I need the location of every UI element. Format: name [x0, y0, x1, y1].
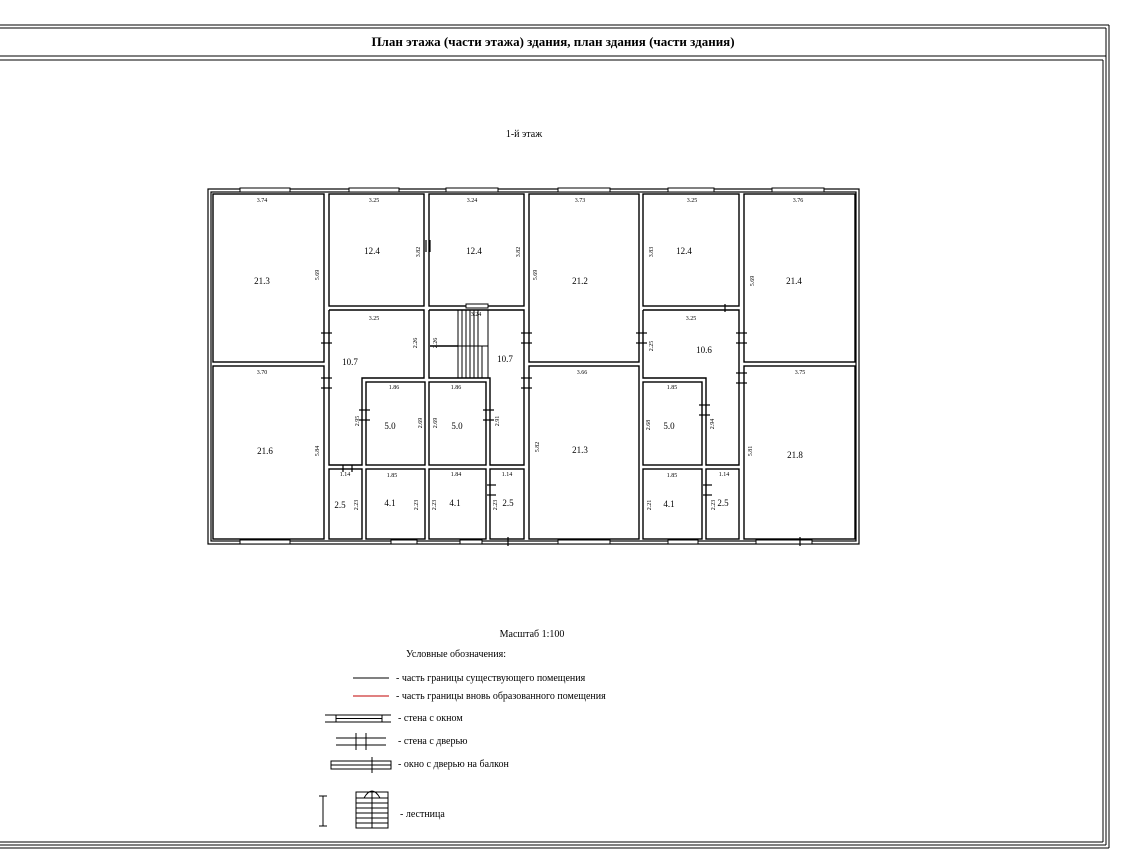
dim-label: 3.74 [256, 198, 268, 204]
area-label: 21.8 [787, 450, 803, 460]
dim-label: 3.83 [649, 246, 655, 258]
dim-label: 1.86 [388, 385, 400, 391]
area-label: 12.4 [364, 246, 380, 256]
dim-label: 2.68 [646, 419, 652, 431]
dim-label: 2.23 [493, 499, 499, 511]
area-label: 4.1 [449, 498, 461, 508]
area-label: 21.4 [786, 276, 802, 286]
legend-door-icon [336, 733, 386, 750]
room-9 [643, 310, 739, 465]
sheet-frame [0, 25, 1109, 848]
dim-label: 3.82 [516, 246, 522, 258]
dim-label: 1.14 [339, 472, 351, 478]
dim-label: 3.25 [368, 198, 380, 204]
dim-label: 3.25 [686, 198, 698, 204]
dim-label: 1.85 [386, 473, 398, 479]
page-title: План этажа (части этажа) здания, план здания (части здания) [371, 34, 735, 49]
dim-label: 2.25 [649, 340, 655, 352]
area-label: 2.5 [334, 500, 346, 510]
dim-label: 3.82 [416, 246, 422, 258]
dim-label: 1.14 [501, 472, 513, 478]
dim-label: 1.85 [666, 473, 678, 479]
dim-label: 2.95 [355, 415, 361, 427]
width-dimension-labels [257, 198, 806, 479]
dim-label: 3.75 [794, 370, 806, 376]
dim-label: 1.85 [666, 385, 678, 391]
dim-label: 3.25 [368, 316, 380, 322]
dim-label: 2.69 [433, 417, 439, 429]
dim-label: 3.76 [792, 198, 804, 204]
dim-label: 3.66 [576, 370, 588, 376]
legend-stairs-label: - лестница [400, 809, 445, 820]
area-label: 21.3 [254, 276, 270, 286]
dim-label: 2.91 [495, 415, 501, 427]
dim-label: 1.84 [450, 472, 462, 478]
legend-balcony-icon [331, 757, 391, 773]
dim-label: 3.24 [466, 198, 478, 204]
dim-label: 2.26 [413, 337, 419, 349]
area-label: 4.1 [663, 499, 675, 509]
floor-label: 1-й этаж [505, 129, 543, 140]
legend-window-label: - стена с окном [398, 713, 463, 724]
dim-label: 2.26 [433, 337, 439, 349]
dim-label: 2.69 [418, 417, 424, 429]
dim-label: 5.69 [750, 275, 756, 287]
dim-label: 5.84 [315, 445, 321, 457]
area-label: 2.5 [502, 498, 514, 508]
area-label: 2.5 [717, 498, 729, 508]
room-7 [329, 310, 424, 465]
area-label: 5.0 [663, 421, 675, 431]
dim-label: 3.25 [685, 316, 697, 322]
dim-label: 3.70 [256, 370, 268, 376]
dim-label: 3.24 [470, 312, 482, 318]
area-label: 21.6 [257, 446, 273, 456]
legend-existing-label: - часть границы существующего помещения [396, 673, 586, 684]
room-8 [429, 310, 524, 465]
area-label: 5.0 [384, 421, 396, 431]
dim-label: 1.14 [718, 472, 730, 478]
legend [319, 673, 606, 828]
dim-label: 2.94 [710, 418, 716, 430]
dim-label: 2.23 [354, 499, 360, 511]
dim-label: 5.69 [533, 269, 539, 281]
area-label: 4.1 [384, 498, 396, 508]
legend-new-label: - часть границы вновь образованного помещения [396, 691, 606, 702]
area-label: 12.4 [676, 246, 692, 256]
area-label: 12.4 [466, 246, 482, 256]
legend-balcony-label: - окно с дверью на балкон [398, 759, 509, 770]
area-label: 10.6 [696, 345, 712, 355]
dim-label: 2.23 [432, 499, 438, 511]
dim-label: 3.73 [574, 198, 586, 204]
dim-label: 1.86 [450, 385, 462, 391]
scale-label: Масштаб 1:100 [499, 629, 565, 640]
area-label: 21.3 [572, 445, 588, 455]
dim-label: 5.82 [535, 441, 541, 453]
legend-door-label: - стена с дверью [398, 736, 468, 747]
legend-window-icon [325, 715, 391, 722]
legend-stairs-icon [319, 791, 388, 828]
area-label: 10.7 [497, 354, 513, 364]
area-label: 21.2 [572, 276, 588, 286]
area-label: 10.7 [342, 357, 358, 367]
dim-label: 5.81 [748, 445, 754, 457]
dim-label: 2.21 [647, 499, 653, 511]
legend-heading: Условные обозначения: [406, 649, 507, 660]
dim-label: 2.23 [414, 499, 420, 511]
title-band [0, 28, 1106, 56]
dim-label: 5.69 [315, 269, 321, 281]
rooms [213, 194, 855, 539]
dim-label: 2.23 [711, 499, 717, 511]
area-label: 5.0 [451, 421, 463, 431]
